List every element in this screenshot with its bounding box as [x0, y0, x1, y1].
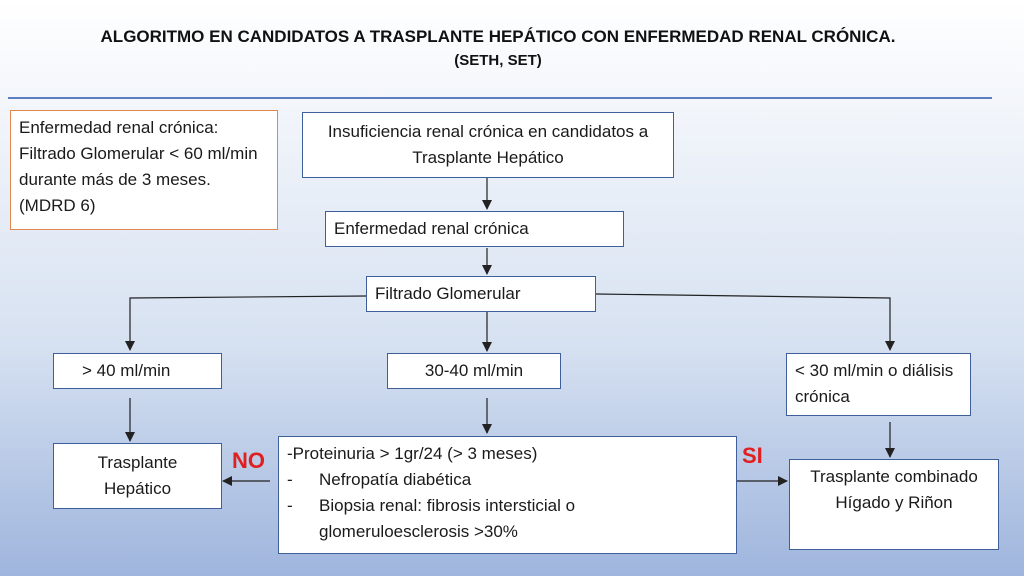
arrow-gfr-to-gt40	[130, 296, 366, 350]
node-gfr: Filtrado Glomerular	[366, 276, 596, 312]
criteria-renal-biopsy: Biopsia renal: fibrosis intersticial o glomeruloesclerosis >30%	[319, 496, 576, 541]
arrow-gfr-to-lt30	[596, 294, 890, 350]
node-gt40: > 40 ml/min	[53, 353, 222, 389]
bullet-dash: -	[287, 496, 293, 515]
decision-no-label: NO	[232, 448, 265, 473]
criteria-item	[287, 467, 728, 493]
node-criteria	[278, 436, 737, 554]
criteria-diabetic-nephropathy: Nefropatía diabética	[319, 470, 472, 489]
diagram-subtitle: (SETH, SET)	[454, 52, 542, 69]
node-lt30: < 30 ml/min o diálisis crónica	[786, 353, 971, 416]
node-combined-transplant: Trasplante combinado Hígado y Riñon	[789, 459, 999, 550]
decision-yes-label: SI	[742, 443, 763, 468]
node-liver-transplant: Trasplante Hepático	[53, 443, 222, 509]
bullet-dash: -	[287, 470, 293, 489]
criteria-proteinuria: -Proteinuria > 1gr/24 (> 3 meses)	[287, 444, 538, 463]
node-30-40: 30-40 ml/min	[387, 353, 561, 389]
node-ckd: Enfermedad renal crónica	[325, 211, 624, 247]
diagram-title: ALGORITMO EN CANDIDATOS A TRASPLANTE HEPÁTICO CON ENFERMEDAD RENAL CRÓNICA.	[100, 27, 896, 46]
node-start: Insuficiencia renal crónica en candidatos a Trasplante Hepático	[302, 112, 674, 178]
definition-note: Enfermedad renal crónica: Filtrado Glomerular < 60 ml/min durante más de 3 meses. (MDRD 6)	[10, 110, 278, 230]
criteria-item	[287, 493, 728, 545]
